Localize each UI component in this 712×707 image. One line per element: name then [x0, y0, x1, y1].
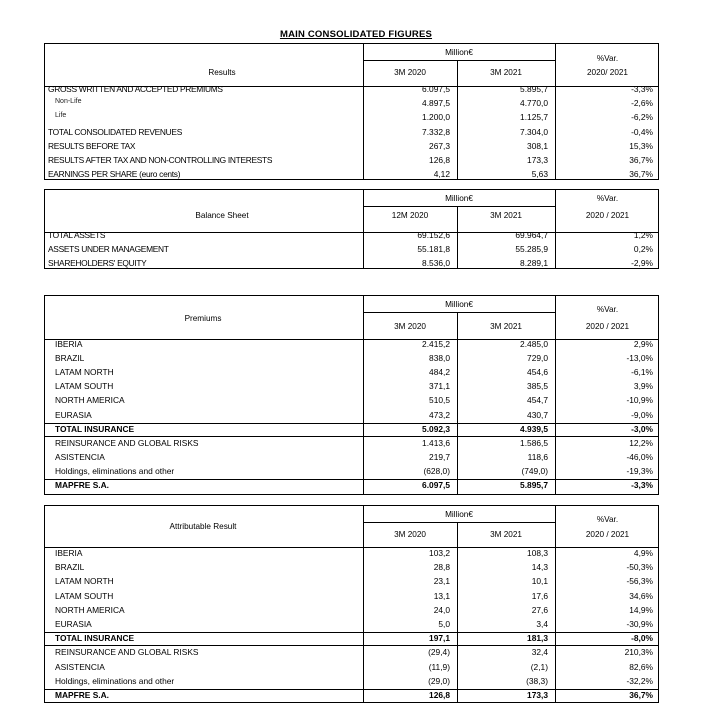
row-value-v1: 69.152,6 — [417, 230, 450, 240]
row-label: EARNINGS PER SHARE (euro cents) — [48, 169, 181, 180]
row-label: Life — [55, 112, 67, 120]
total-row-divider — [45, 423, 658, 424]
row-value-v2: 8.289,1 — [520, 258, 548, 269]
row-value-v2: 5.895,7 — [520, 84, 548, 94]
table-4 — [44, 505, 659, 703]
row-value-v1: 28,8 — [433, 562, 450, 573]
row-value-v1: 1.413,6 — [422, 437, 450, 448]
table-1 — [44, 43, 659, 180]
row-value-v3: 36,7% — [629, 155, 653, 165]
row-value-v2: 3,4 — [536, 619, 548, 629]
row-value-v3: -50,3% — [626, 562, 653, 573]
header-bottom-divider — [45, 339, 658, 340]
row-label: NORTH AMERICA — [55, 604, 125, 615]
header-bottom-divider — [45, 232, 658, 233]
row-value-v2: 27,6 — [531, 604, 548, 615]
row-value-v1: 4.897,5 — [422, 98, 450, 109]
row-label: IBERIA — [55, 339, 83, 349]
row-label: REINSURANCE AND GLOBAL RISKS — [55, 647, 199, 658]
row-value-v2: 4.770,0 — [520, 98, 548, 109]
row-value-v1: 7.332,8 — [422, 126, 450, 137]
row-label: BRAZIL — [55, 353, 85, 364]
column-header-col2: 3M 2021 — [490, 68, 522, 77]
row-value-v1: 5,0 — [438, 619, 450, 629]
row-value-v3: -46,0% — [626, 451, 653, 462]
row-value-v1: 24,0 — [433, 604, 450, 615]
row-label: LATAM SOUTH — [55, 381, 114, 392]
row-value-v1: 8.536,0 — [422, 258, 450, 269]
row-value-v3: 36,7% — [629, 169, 653, 180]
unit-label: Million€ — [445, 194, 473, 203]
row-value-v1: 23,1 — [433, 576, 450, 587]
row-value-v3: -13,0% — [626, 353, 653, 364]
row-value-v3: -3,3% — [631, 84, 653, 94]
row-value-v2: 17,6 — [531, 590, 548, 601]
row-label: Holdings, eliminations and other — [55, 675, 175, 686]
row-value-v2: 55.285,9 — [515, 244, 548, 255]
row-value-v1: 6.097,5 — [422, 480, 450, 490]
column-header-col2: 3M 2021 — [490, 530, 522, 539]
row-value-v3: -56,3% — [626, 576, 653, 587]
column-header-col3: 2020 / 2021 — [585, 211, 630, 220]
column-header-col1: 3M 2020 — [394, 322, 426, 331]
row-value-v2: 2.485,0 — [520, 339, 548, 349]
row-label: ASSETS UNDER MANAGEMENT — [48, 244, 169, 255]
row-value-v3: -10,9% — [626, 395, 653, 406]
row-value-v2: 4.939,5 — [520, 423, 548, 434]
row-label: LATAM NORTH — [55, 367, 114, 378]
row-label: GROSS WRITTEN AND ACCEPTED PREMIUMS — [48, 84, 223, 94]
row-value-v2: 69.964,7 — [515, 230, 548, 240]
unit-label: Million€ — [445, 300, 473, 309]
row-value-v2: 10,1 — [531, 576, 548, 587]
row-label: BRAZIL — [55, 562, 85, 573]
section-label: Premiums — [184, 314, 222, 323]
row-value-v1: 484,2 — [429, 367, 450, 378]
total-row-divider — [45, 632, 658, 633]
row-label: ASISTENCIA — [55, 451, 105, 462]
row-label: RESULTS BEFORE TAX — [48, 140, 136, 151]
column-divider — [457, 523, 458, 702]
row-value-v2: (38,3) — [526, 675, 548, 686]
row-value-v3: 14,9% — [629, 604, 653, 615]
column-divider — [457, 61, 458, 179]
row-value-v1: (29,0) — [428, 675, 450, 686]
row-value-v3: -2,9% — [631, 258, 653, 269]
row-value-v2: 173,3 — [527, 155, 548, 165]
row-value-v3: 12,2% — [629, 437, 653, 448]
row-value-v3: -8,0% — [631, 633, 653, 644]
row-label: NORTH AMERICA — [55, 395, 125, 406]
row-label: Non-Life — [55, 98, 82, 106]
variation-label: %Var. — [596, 515, 619, 524]
row-label: EURASIA — [55, 619, 92, 629]
column-divider — [555, 44, 556, 179]
row-value-v2: 1.125,7 — [520, 112, 548, 123]
row-value-v1: 5.092,3 — [422, 423, 450, 434]
row-value-v2: 173,3 — [527, 690, 548, 700]
row-value-v1: 6.097,5 — [422, 84, 450, 94]
row-value-v2: 308,1 — [527, 140, 548, 151]
row-label: RESULTS AFTER TAX AND NON-CONTROLLING INTERESTS — [48, 155, 273, 165]
row-value-v2: 14,3 — [531, 562, 548, 573]
column-divider — [457, 313, 458, 494]
header-bottom-divider — [45, 547, 658, 548]
row-label: TOTAL ASSETS — [48, 230, 106, 240]
row-label: IBERIA — [55, 548, 83, 558]
unit-label: Million€ — [445, 48, 473, 57]
row-value-v3: -3,0% — [631, 423, 653, 434]
row-label: EURASIA — [55, 409, 92, 420]
row-value-v3: 0,2% — [633, 244, 653, 255]
row-label: SHAREHOLDERS' EQUITY — [48, 258, 147, 269]
row-value-v2: 430,7 — [527, 409, 548, 420]
row-label: TOTAL CONSOLIDATED REVENUES — [48, 126, 182, 137]
column-header-col1: 3M 2020 — [394, 530, 426, 539]
row-value-v3: 82,6% — [629, 661, 653, 672]
row-value-v3: -2,6% — [631, 98, 653, 109]
total-row-divider — [45, 689, 658, 690]
row-value-v1: (628,0) — [423, 465, 450, 476]
row-value-v3: 210,3% — [624, 647, 653, 658]
row-value-v3: 1,2% — [633, 230, 653, 240]
column-header-col3: 2020/ 2021 — [587, 68, 628, 77]
row-value-v2: 7.304,0 — [520, 126, 548, 137]
row-value-v2: 118,6 — [527, 451, 548, 462]
header-divider — [363, 60, 555, 61]
row-value-v3: 4,9% — [633, 548, 653, 558]
table-3 — [44, 295, 659, 495]
row-value-v3: 15,3% — [629, 140, 653, 151]
row-value-v3: -0,4% — [631, 126, 653, 137]
total-row-divider — [45, 479, 658, 480]
column-header-col1: 12M 2020 — [391, 211, 429, 220]
row-value-v1: 126,8 — [429, 155, 450, 165]
row-value-v2: 5.895,7 — [520, 480, 548, 490]
row-value-v2: 454,7 — [527, 395, 548, 406]
row-value-v2: (2,1) — [530, 661, 548, 672]
row-value-v2: 385,5 — [527, 381, 548, 392]
row-value-v2: 108,3 — [527, 548, 548, 558]
row-label: MAPFRE S.A. — [55, 690, 109, 700]
row-value-v3: 36,7% — [629, 690, 653, 700]
row-value-v1: 13,1 — [433, 590, 450, 601]
total-row-divider — [45, 645, 658, 646]
row-value-v2: 1.586,5 — [520, 437, 548, 448]
section-label: Balance Sheet — [195, 211, 249, 220]
row-value-v1: 371,1 — [429, 381, 450, 392]
variation-label: %Var. — [596, 305, 619, 314]
row-value-v1: 473,2 — [429, 409, 450, 420]
column-header-col1: 3M 2020 — [394, 68, 426, 77]
row-value-v1: 126,8 — [429, 690, 450, 700]
total-row-divider — [45, 436, 658, 437]
row-value-v3: 2,9% — [633, 339, 653, 349]
header-divider — [363, 522, 555, 523]
row-value-v1: 2.415,2 — [422, 339, 450, 349]
row-value-v3: -32,2% — [626, 675, 653, 686]
row-label: TOTAL INSURANCE — [55, 423, 135, 434]
row-value-v3: -9,0% — [631, 409, 653, 420]
row-value-v1: 103,2 — [429, 548, 450, 558]
row-value-v3: -3,3% — [631, 480, 653, 490]
row-value-v1: 197,1 — [429, 633, 450, 644]
row-value-v3: -6,2% — [631, 112, 653, 123]
row-value-v1: 838,0 — [429, 353, 450, 364]
row-value-v1: 510,5 — [429, 395, 450, 406]
row-value-v3: 3,9% — [633, 381, 653, 392]
row-value-v2: (749,0) — [521, 465, 548, 476]
variation-label: %Var. — [596, 194, 619, 203]
column-header-col3: 2020 / 2021 — [585, 530, 630, 539]
section-label: Attributable Result — [169, 522, 237, 531]
row-label: LATAM SOUTH — [55, 590, 114, 601]
row-value-v2: 5,63 — [531, 169, 548, 180]
column-divider — [363, 44, 364, 179]
row-value-v3: -30,9% — [626, 619, 653, 629]
row-value-v2: 729,0 — [527, 353, 548, 364]
header-divider — [363, 206, 555, 207]
row-value-v1: 267,3 — [429, 140, 450, 151]
row-label: TOTAL INSURANCE — [55, 633, 135, 644]
header-divider — [363, 312, 555, 313]
column-header-col2: 3M 2021 — [490, 211, 522, 220]
section-label: Results — [208, 68, 236, 77]
row-value-v1: (11,9) — [428, 661, 450, 672]
row-label: ASISTENCIA — [55, 661, 105, 672]
page-title: MAIN CONSOLIDATED FIGURES — [279, 29, 433, 40]
row-value-v1: 219,7 — [429, 451, 450, 462]
row-label: Holdings, eliminations and other — [55, 465, 175, 476]
row-label: REINSURANCE AND GLOBAL RISKS — [55, 437, 199, 448]
variation-label: %Var. — [596, 54, 619, 63]
row-value-v3: 34,6% — [629, 590, 653, 601]
row-value-v1: 1.200,0 — [422, 112, 450, 123]
row-value-v3: -19,3% — [626, 465, 653, 476]
column-header-col2: 3M 2021 — [490, 322, 522, 331]
row-value-v2: 454,6 — [527, 367, 548, 378]
row-value-v1: 4,12 — [433, 169, 450, 180]
row-value-v3: -6,1% — [631, 367, 653, 378]
row-value-v2: 181,3 — [527, 633, 548, 644]
table-2 — [44, 189, 659, 269]
row-value-v2: 32,4 — [531, 647, 548, 658]
row-value-v1: (29,4) — [428, 647, 450, 658]
row-value-v1: 55.181,8 — [417, 244, 450, 255]
row-label: LATAM NORTH — [55, 576, 114, 587]
column-header-col3: 2020 / 2021 — [585, 322, 630, 331]
unit-label: Million€ — [445, 510, 473, 519]
row-label: MAPFRE S.A. — [55, 480, 109, 490]
